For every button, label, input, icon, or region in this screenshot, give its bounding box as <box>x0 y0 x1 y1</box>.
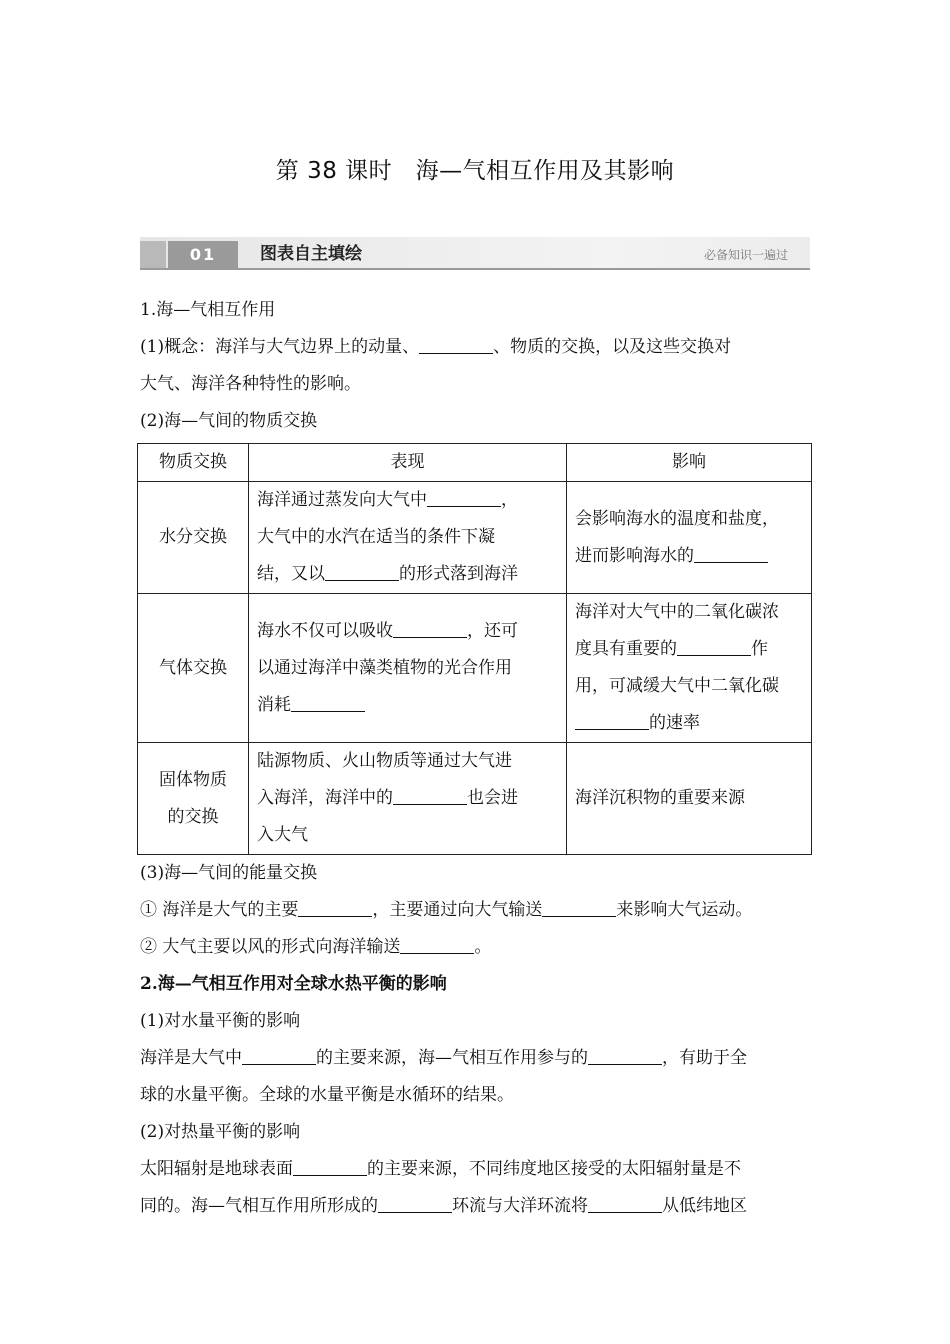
text: 来影响大气运动。 <box>616 900 753 920</box>
text: 陆源物质、火山物质等通过大气进 <box>257 751 512 771</box>
table-header-row <box>138 444 812 482</box>
row-manifestation <box>249 743 567 855</box>
row-name <box>138 743 249 855</box>
fill-blank[interactable] <box>298 894 372 917</box>
section-banner <box>140 237 810 270</box>
row-manifestation <box>249 482 567 594</box>
row-effect <box>567 594 812 743</box>
table-header: 影响 <box>567 444 812 482</box>
banner-number: 01 <box>168 241 238 268</box>
section-1-heading: 1.海—气相互作用 <box>140 300 276 320</box>
table-header: 表现 <box>249 444 567 482</box>
heat-balance-heading: (2)对热量平衡的影响 <box>140 1122 301 1142</box>
concept-line-2: 大气、海洋各种特性的影响。 <box>140 374 361 394</box>
material-exchange-table <box>137 443 812 855</box>
fill-blank[interactable] <box>677 633 751 656</box>
heat-line-2 <box>140 1188 812 1225</box>
text: 同的。海—气相互作用所形成的 <box>140 1196 378 1216</box>
text: 海洋是大气中 <box>140 1048 242 1068</box>
text: 以通过海洋中藻类植物的光合作用 <box>257 657 512 678</box>
text: 的形式落到海洋 <box>399 564 518 584</box>
text: 入海洋，海洋中的 <box>257 788 393 808</box>
fill-blank[interactable] <box>393 782 467 805</box>
heat-line-1 <box>140 1151 812 1188</box>
energy-exchange-heading: (3)海—气间的能量交换 <box>140 863 318 883</box>
table-row <box>138 743 812 855</box>
text: 进而影响海水的 <box>575 545 694 566</box>
text: 也会进 <box>467 788 518 808</box>
row-name: 水分交换 <box>138 482 249 594</box>
water-line-2: 球的水量平衡。全球的水量平衡是水循环的结果。 <box>140 1085 514 1105</box>
text: 结，又以 <box>257 564 325 584</box>
text: ，还可 <box>467 620 518 641</box>
energy-item-1 <box>140 892 812 929</box>
text: 海洋通过蒸发向大气中 <box>257 490 427 510</box>
text: 太阳辐射是地球表面 <box>140 1159 293 1179</box>
banner-label: 图表自主填绘 <box>260 244 362 264</box>
fill-blank[interactable] <box>588 1190 662 1213</box>
text: ② 大气主要以风的形式向海洋输送 <box>140 937 401 957</box>
text: 海水不仅可以吸收 <box>257 620 393 641</box>
table-header: 物质交换 <box>138 444 249 482</box>
table-row <box>138 482 812 594</box>
text: 大气中的水汽在适当的条件下凝 <box>257 527 495 547</box>
content <box>140 292 812 1225</box>
text: 的主要来源，不同纬度地区接受的太阳辐射量是不 <box>367 1159 741 1179</box>
text: 用，可减缓大气中二氧化碳 <box>575 676 779 696</box>
text: ① 海洋是大气的主要 <box>140 900 299 920</box>
energy-item-2 <box>140 929 812 966</box>
text: 度具有重要的 <box>575 639 677 659</box>
fill-blank[interactable] <box>400 931 474 954</box>
text: 、物质的交换，以及这些交换对 <box>493 337 732 357</box>
banner-right-label: 必备知识一遍过 <box>703 248 788 262</box>
text: 。 <box>474 937 492 957</box>
text: (1)概念：海洋与大气边界上的动量、 <box>140 337 420 357</box>
row-effect: 海洋沉积物的重要来源 <box>567 743 812 855</box>
text: ，有助于全 <box>662 1048 747 1068</box>
fill-blank[interactable] <box>575 707 649 730</box>
fill-blank[interactable] <box>393 615 467 638</box>
row-name: 气体交换 <box>138 594 249 743</box>
fill-blank[interactable] <box>542 894 616 917</box>
text: 环流与大洋环流将 <box>452 1196 588 1216</box>
fill-blank[interactable] <box>242 1042 316 1065</box>
fill-blank[interactable] <box>588 1042 662 1065</box>
text: 的交换 <box>167 806 219 827</box>
text: ， <box>501 490 518 510</box>
fill-blank[interactable] <box>325 558 399 581</box>
fill-blank[interactable] <box>694 540 768 563</box>
banner-underline <box>140 268 810 270</box>
fill-blank[interactable] <box>419 331 493 354</box>
fill-blank[interactable] <box>291 689 365 712</box>
text: 作 <box>751 639 768 659</box>
row-effect <box>567 482 812 594</box>
concept-line-1 <box>140 329 812 366</box>
text: 会影响海水的温度和盐度， <box>575 508 779 529</box>
row-manifestation <box>249 594 567 743</box>
fill-blank[interactable] <box>378 1190 452 1213</box>
text: 从低纬地区 <box>662 1196 747 1216</box>
text: 的主要来源，海—气相互作用参与的 <box>316 1048 588 1068</box>
text: 的速率 <box>649 713 700 733</box>
table-row <box>138 594 812 743</box>
fill-blank[interactable] <box>427 484 501 507</box>
water-line-1 <box>140 1040 812 1077</box>
text: ，主要通过向大气输送 <box>372 900 543 920</box>
text: 海洋对大气中的二氧化碳浓 <box>575 602 779 622</box>
banner-number-edge <box>140 241 166 268</box>
text: 消耗 <box>257 694 291 715</box>
water-balance-heading: (1)对水量平衡的影响 <box>140 1011 301 1031</box>
section-2-heading: 2.海—气相互作用对全球水热平衡的影响 <box>140 974 447 994</box>
text: 固体物质 <box>159 769 227 790</box>
material-exchange-heading: (2)海—气间的物质交换 <box>140 411 318 431</box>
page-title: 第 38 课时 海—气相互作用及其影响 <box>275 158 675 184</box>
text: 入大气 <box>257 825 308 845</box>
fill-blank[interactable] <box>293 1153 367 1176</box>
